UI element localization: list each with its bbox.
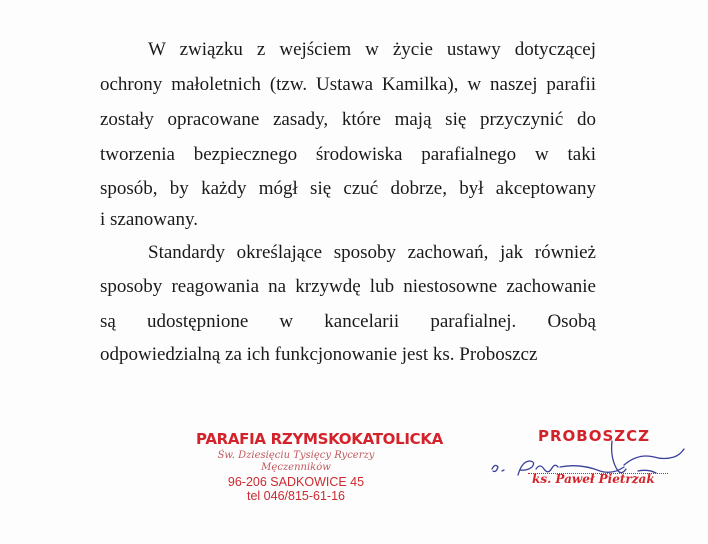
- stamp-address: 96-206 SADKOWICE 45: [227, 475, 365, 489]
- pastor-name: ks. Paweł Pietrzak: [532, 472, 655, 486]
- text-line: ochrony małoletnich (tzw. Ustawa Kamilka), w naszej parafii: [100, 74, 596, 95]
- text-line: odpowiedzialną za ich funkcjonowanie jest ks. Proboszcz: [100, 344, 538, 365]
- text-line: zostały opracowane zasady, które mają się przyczynić do: [100, 109, 596, 130]
- text-line: W związku z wejściem w życie ustawy dotyczącej: [148, 39, 596, 60]
- stamp-title: PARAFIA RZYMSKOKATOLICKA: [196, 430, 443, 448]
- text-line: sposoby reagowania na krzywdę lub niestosowne zachowanie: [100, 276, 596, 297]
- stamp-phone: tel 046/815-61-16: [247, 489, 345, 503]
- stamp-subtitle: Św. Dziesięciu Tysięcy Rycerzy: [217, 450, 375, 461]
- parish-stamp: [196, 430, 443, 503]
- text-line: tworzenia bezpiecznego środowiska parafialnego w taki: [100, 144, 596, 165]
- text-line: sposób, by każdy mógł się czuć dobrze, był akceptowany: [100, 178, 596, 199]
- signature-block: [488, 425, 708, 495]
- text-line: są udostępnione w kancelarii parafialnej. Osobą: [100, 311, 596, 332]
- pastor-title: PROBOSZCZ: [538, 427, 651, 445]
- text-line: i szanowany.: [100, 209, 198, 230]
- text-line: Standardy określające sposoby zachowań, jak również: [148, 242, 596, 263]
- stamp-subtitle: Męczenników: [261, 462, 331, 473]
